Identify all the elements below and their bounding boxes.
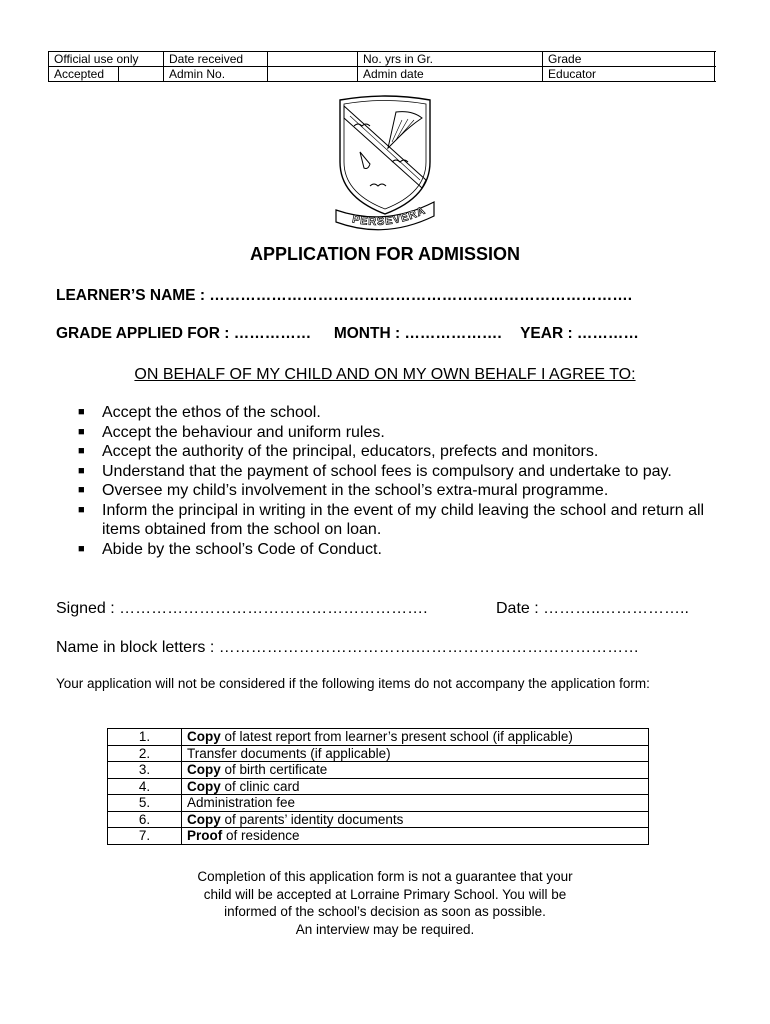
admin-date-label: Admin date xyxy=(358,67,543,82)
agreement-list xyxy=(74,403,724,559)
month-label: MONTH : xyxy=(333,325,405,342)
table-row: 5. Administration fee xyxy=(108,795,649,812)
bullet-icon: ■ xyxy=(78,445,85,457)
month-field[interactable]: ………………. xyxy=(404,325,502,342)
list-item: ■ Inform the principal in writing in the event of my child leaving the school and return all items obtained from the school on loan. xyxy=(78,501,705,538)
date-line xyxy=(496,600,689,618)
table-row: 6. Copy of parents’ identity documents xyxy=(108,811,649,828)
bullet-icon: ■ xyxy=(78,425,85,438)
signed-label: Signed : xyxy=(56,600,120,617)
date-received-label: Date received xyxy=(164,52,268,67)
list-item: ■ Abide by the school’s Code of Conduct. xyxy=(78,540,382,558)
list-item: ■ Accept the authority of the principal, educators, prefects and monitors. xyxy=(78,443,599,460)
svg-text:PERSEVERA xyxy=(351,205,428,229)
required-documents-table xyxy=(107,728,649,845)
block-letters-line xyxy=(56,639,639,657)
grade-month-year-line xyxy=(56,325,639,343)
table-row: 1. Copy of latest report from learner’s present school (if applicable) xyxy=(108,729,649,746)
block-letters-label: Name in block letters : xyxy=(56,639,219,656)
learner-name-field[interactable]: ………………………………………………………………………. xyxy=(209,287,633,304)
date-label: Date : xyxy=(496,600,544,617)
list-item: ■ Oversee my child’s involvement in the school’s extra-mural programme. xyxy=(78,482,609,499)
date-field[interactable]: ………..…………….. xyxy=(543,600,689,617)
table-row: 4. Copy of clinic card xyxy=(108,778,649,795)
page-title: APPLICATION FOR ADMISSION xyxy=(250,244,520,264)
signature-field[interactable]: …………………………………………………. xyxy=(119,600,428,617)
footer-line: informed of the school’s decision as soon as possible. xyxy=(224,904,546,919)
bullet-icon: ■ xyxy=(78,542,85,555)
table-row: 7. Proof of residence xyxy=(108,828,649,845)
bullet-icon: ■ xyxy=(78,406,85,418)
admin-no-label: Admin No. xyxy=(164,67,268,82)
requirements-notice: Your application will not be considered if the following items do not accompany the application form: xyxy=(56,676,650,691)
footer-line: Completion of this application form is not a guarantee that your xyxy=(197,869,573,884)
grade-label: Grade xyxy=(543,52,715,67)
footer-line: child will be accepted at Lorraine Primary School. You will be xyxy=(203,886,567,902)
list-item: ■ Understand that the payment of school fees is compulsory and undertake to pay. xyxy=(78,462,672,480)
bullet-icon: ■ xyxy=(78,503,85,516)
admin-no-cell[interactable] xyxy=(268,67,358,82)
list-item: ■ Accept the ethos of the school. xyxy=(78,404,321,421)
table-row: 3. Copy of birth certificate xyxy=(108,762,649,779)
table-row: 2. Transfer documents (if applicable) xyxy=(108,745,649,762)
official-use-label: Official use only xyxy=(49,52,164,67)
school-crest-logo xyxy=(330,92,440,232)
list-item: ■ Accept the behaviour and uniform rules. xyxy=(78,423,385,441)
footer-note xyxy=(0,868,770,938)
bullet-icon: ■ xyxy=(78,464,85,477)
grade-applied-label: GRADE APPLIED FOR : xyxy=(56,325,234,342)
official-use-table xyxy=(48,51,715,82)
bullet-icon: ■ xyxy=(78,484,85,496)
accepted-row xyxy=(49,67,715,82)
footer-line: An interview may be required. xyxy=(295,921,475,937)
learner-name-line xyxy=(56,287,632,305)
year-label: YEAR : xyxy=(520,325,577,342)
years-in-grade-label: No. yrs in Gr. xyxy=(358,52,543,67)
accepted-label: Accepted xyxy=(49,67,119,82)
crest-motto: PERSEVERA xyxy=(351,204,428,229)
accepted-cell[interactable] xyxy=(119,67,164,82)
signed-line xyxy=(56,600,428,618)
date-received-cell[interactable] xyxy=(268,52,358,67)
official-use-row xyxy=(49,52,715,67)
block-letters-field[interactable]: ……………………………….…………………………………… xyxy=(218,639,640,656)
educator-label: Educator xyxy=(543,67,715,82)
year-field[interactable]: ………… xyxy=(576,325,639,342)
learner-name-label: LEARNER’S NAME : xyxy=(56,287,210,304)
grade-applied-field[interactable]: …………… xyxy=(233,325,312,342)
agreement-heading: ON BEHALF OF MY CHILD AND ON MY OWN BEHALF I AGREE TO: xyxy=(134,366,636,383)
